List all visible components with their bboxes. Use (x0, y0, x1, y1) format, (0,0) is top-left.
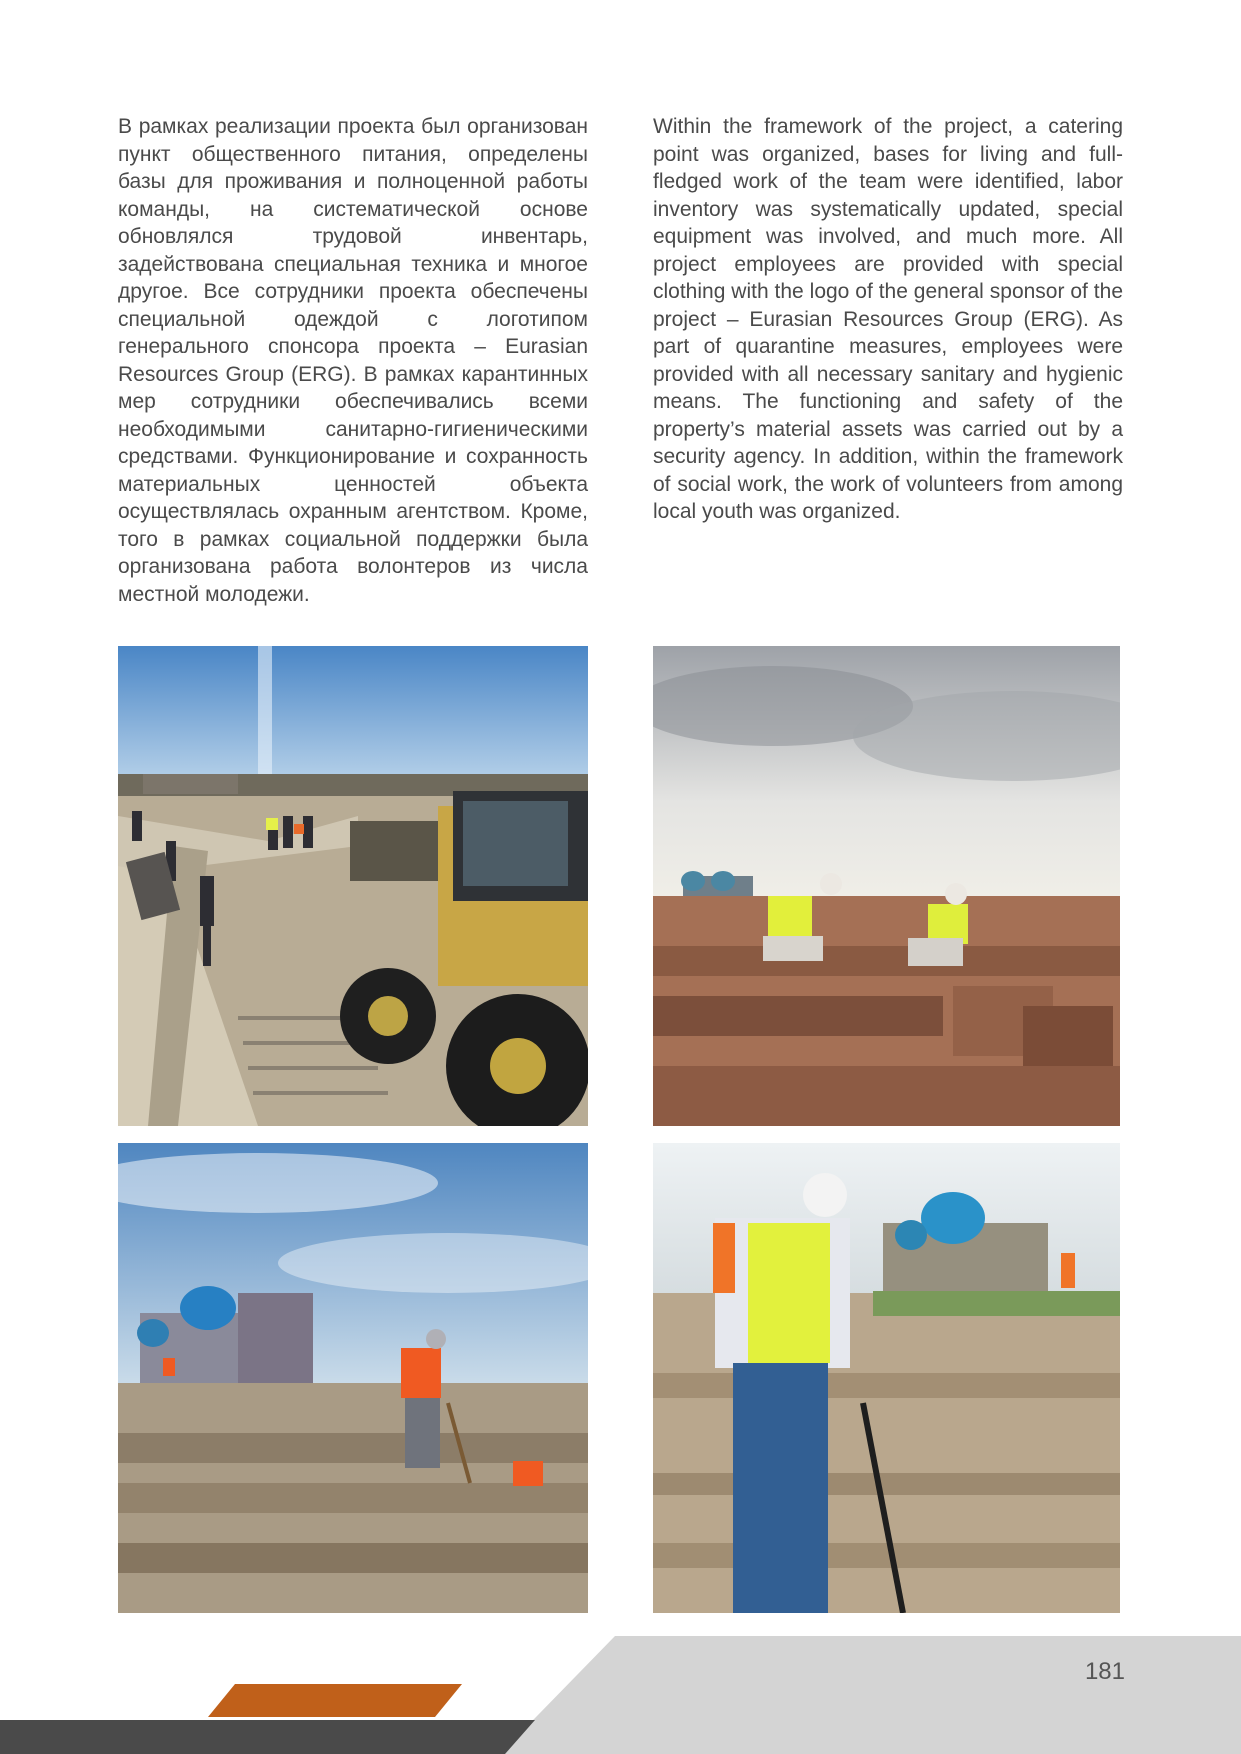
photo-metal-detector (653, 1143, 1120, 1613)
footer-light-band (500, 1636, 1241, 1754)
body-text-russian: В рамках реализации проекта был организован пункт общественного питания, определены базы для проживания и полноценной работы команды, на систематической основе обновлялся трудовой инвентарь, задействована специальная техника и многое другое. Все сотрудники проекта обеспечены специальной одеждой с логотипом генерального спонсора проекта – Eurasian Resources Group (ERG). В рамках карантинных мер сотрудники обеспечивались всеми необходимыми санитарно-гигиеническими средствами. Функционирование и сохранность материальных ценностей объекта осуществлялась охранным агентством. Кроме, того в рамках социальной поддержки была организована работа волонтеров из числа местной молодежи. (118, 115, 588, 606)
body-text-english: Within the framework of the project, a catering point was organized, bases for living and full-fledged work of the team were identified, labor inventory was systematically updated, special equipment was involved, and much more. All project employees are provided with special clothing with the logo of the general sponsor of the project – Eurasian Resources Group (ERG). As part of quarantine measures, employees were provided with all necessary sanitary and hygienic means. The functioning and safety of the property’s material assets was carried out by a security agency. In addition, within the framework of social work, the work of volunteers from among local youth was organized. (653, 115, 1123, 523)
photo-trenches-mausoleum (118, 1143, 588, 1613)
footer-dark-band (0, 1720, 535, 1754)
page-number: 181 (1084, 1658, 1125, 1685)
photo-loader-site (118, 646, 588, 1126)
footer-accent-band (208, 1684, 462, 1717)
footer-decoration (0, 1630, 1241, 1754)
photo-workers-excavation (653, 646, 1120, 1126)
